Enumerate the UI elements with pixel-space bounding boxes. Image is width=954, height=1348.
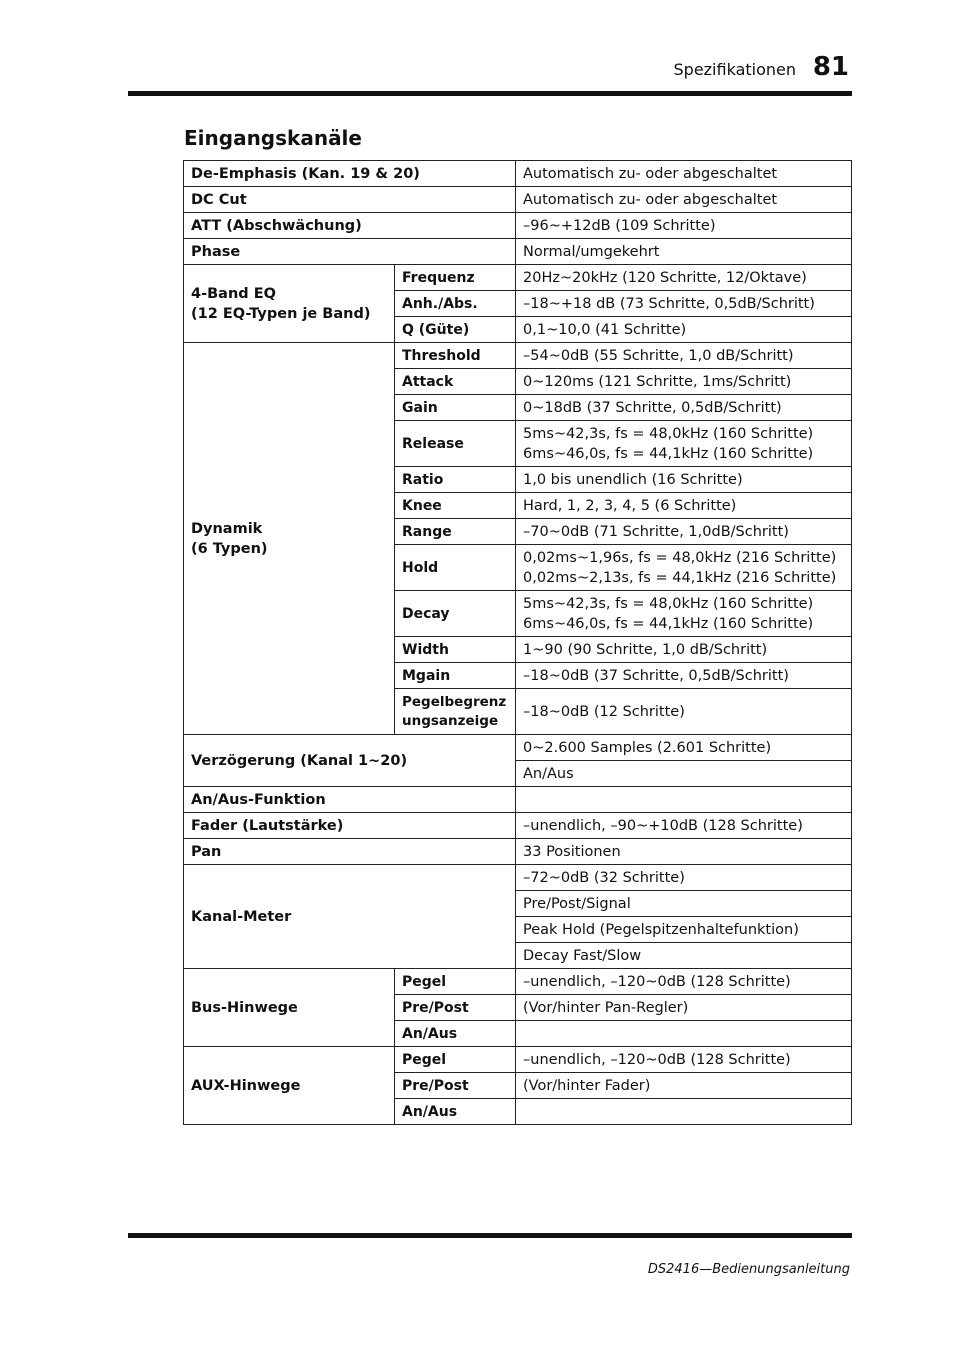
bottom-rule: [128, 1233, 852, 1238]
param-label: Hold: [395, 545, 516, 591]
table-row: [184, 187, 852, 213]
value-line: 0,02ms~1,96s, fs = 48,0kHz (216 Schritte): [523, 549, 837, 566]
row-value: [516, 591, 852, 637]
row-value: (Vor/hinter Fader): [516, 1073, 852, 1099]
value-line: 0,02ms~2,13s, fs = 44,1kHz (216 Schritte): [523, 569, 837, 586]
table-row: [184, 969, 852, 995]
label-line: (12 EQ-Typen je Band): [191, 305, 371, 322]
param-label: Width: [395, 637, 516, 663]
row-label: Kanal-Meter: [184, 865, 516, 969]
row-label: ATT (Abschwächung): [184, 213, 516, 239]
row-label: Pan: [184, 839, 516, 865]
group-label-bus: Bus-Hinwege: [184, 969, 395, 1047]
param-label: Mgain: [395, 663, 516, 689]
value-line: 6ms~46,0s, fs = 44,1kHz (160 Schritte): [523, 615, 814, 632]
param-label: Knee: [395, 493, 516, 519]
row-value: –unendlich, –120~0dB (128 Schritte): [516, 969, 852, 995]
row-value: [516, 787, 852, 813]
row-value: An/Aus: [516, 761, 852, 787]
row-value: 1,0 bis unendlich (16 Schritte): [516, 467, 852, 493]
param-label: Pre/Post: [395, 995, 516, 1021]
param-label: An/Aus: [395, 1021, 516, 1047]
row-label: DC Cut: [184, 187, 516, 213]
param-label: Pegel: [395, 1047, 516, 1073]
row-value: –unendlich, –120~0dB (128 Schritte): [516, 1047, 852, 1073]
table-row: [184, 735, 852, 761]
table-row: [184, 213, 852, 239]
param-label: Pegel: [395, 969, 516, 995]
top-rule: [128, 91, 852, 96]
row-value: 33 Positionen: [516, 839, 852, 865]
param-label: Anh./Abs.: [395, 291, 516, 317]
table-row: [184, 343, 852, 369]
value-line: 5ms~42,3s, fs = 48,0kHz (160 Schritte): [523, 595, 814, 612]
value-line: 5ms~42,3s, fs = 48,0kHz (160 Schritte): [523, 425, 814, 442]
param-label: Range: [395, 519, 516, 545]
row-value: Normal/umgekehrt: [516, 239, 852, 265]
row-value: –unendlich, –90~+10dB (128 Schritte): [516, 813, 852, 839]
table-row: [184, 265, 852, 291]
row-label: Fader (Lautstärke): [184, 813, 516, 839]
param-line: Pegelbegrenz: [402, 693, 507, 710]
table-row: [184, 1047, 852, 1073]
row-value: Automatisch zu- oder abgeschaltet: [516, 161, 852, 187]
table-row: [184, 239, 852, 265]
row-label: An/Aus-Funktion: [184, 787, 516, 813]
page-number: 81: [812, 52, 849, 82]
row-value: Hard, 1, 2, 3, 4, 5 (6 Schritte): [516, 493, 852, 519]
row-value: 0,1~10,0 (41 Schritte): [516, 317, 852, 343]
row-value: [516, 545, 852, 591]
param-label: Decay: [395, 591, 516, 637]
row-value: 0~2.600 Samples (2.601 Schritte): [516, 735, 852, 761]
header-title: Spezifikationen: [673, 60, 796, 79]
label-line: 4-Band EQ: [191, 285, 276, 302]
row-label: Phase: [184, 239, 516, 265]
row-value: 0~120ms (121 Schritte, 1ms/Schritt): [516, 369, 852, 395]
row-label: De-Emphasis (Kan. 19 & 20): [184, 161, 516, 187]
param-label: An/Aus: [395, 1099, 516, 1125]
group-label-dynamics: [184, 343, 395, 735]
footer-text: DS2416—Bedienungsanleitung: [647, 1262, 850, 1277]
row-value: [516, 1021, 852, 1047]
row-value: –96~+12dB (109 Schritte): [516, 213, 852, 239]
row-value: Decay Fast/Slow: [516, 943, 852, 969]
label-line: (6 Typen): [191, 540, 268, 557]
row-value: 20Hz~20kHz (120 Schritte, 12/Oktave): [516, 265, 852, 291]
label-line: Dynamik: [191, 520, 263, 537]
row-label: Verzögerung (Kanal 1~20): [184, 735, 516, 787]
table-row: [184, 813, 852, 839]
row-value: –18~0dB (37 Schritte, 0,5dB/Schritt): [516, 663, 852, 689]
row-value: [516, 1099, 852, 1125]
param-label: Q (Güte): [395, 317, 516, 343]
row-value: [516, 421, 852, 467]
param-label: Threshold: [395, 343, 516, 369]
table-row: [184, 865, 852, 891]
table-row: [184, 839, 852, 865]
group-label-aux: AUX-Hinwege: [184, 1047, 395, 1125]
param-line: ungsanzeige: [402, 712, 499, 729]
section-title: Eingangskanäle: [184, 126, 362, 150]
row-value: Automatisch zu- oder abgeschaltet: [516, 187, 852, 213]
param-label: Frequenz: [395, 265, 516, 291]
param-label: Attack: [395, 369, 516, 395]
param-label: Pre/Post: [395, 1073, 516, 1099]
value-line: 6ms~46,0s, fs = 44,1kHz (160 Schritte): [523, 445, 814, 462]
param-label: [395, 689, 516, 735]
spec-table: [183, 160, 852, 1125]
row-value: 1~90 (90 Schritte, 1,0 dB/Schritt): [516, 637, 852, 663]
table-row: [184, 161, 852, 187]
row-value: Pre/Post/Signal: [516, 891, 852, 917]
param-label: Ratio: [395, 467, 516, 493]
row-value: –54~0dB (55 Schritte, 1,0 dB/Schritt): [516, 343, 852, 369]
row-value: Peak Hold (Pegelspitzenhaltefunktion): [516, 917, 852, 943]
group-label-eq: [184, 265, 395, 343]
table-row: [184, 787, 852, 813]
row-value: –18~+18 dB (73 Schritte, 0,5dB/Schritt): [516, 291, 852, 317]
row-value: –18~0dB (12 Schritte): [516, 689, 852, 735]
row-value: –72~0dB (32 Schritte): [516, 865, 852, 891]
row-value: (Vor/hinter Pan-Regler): [516, 995, 852, 1021]
row-value: 0~18dB (37 Schritte, 0,5dB/Schritt): [516, 395, 852, 421]
row-value: –70~0dB (71 Schritte, 1,0dB/Schritt): [516, 519, 852, 545]
param-label: Gain: [395, 395, 516, 421]
param-label: Release: [395, 421, 516, 467]
